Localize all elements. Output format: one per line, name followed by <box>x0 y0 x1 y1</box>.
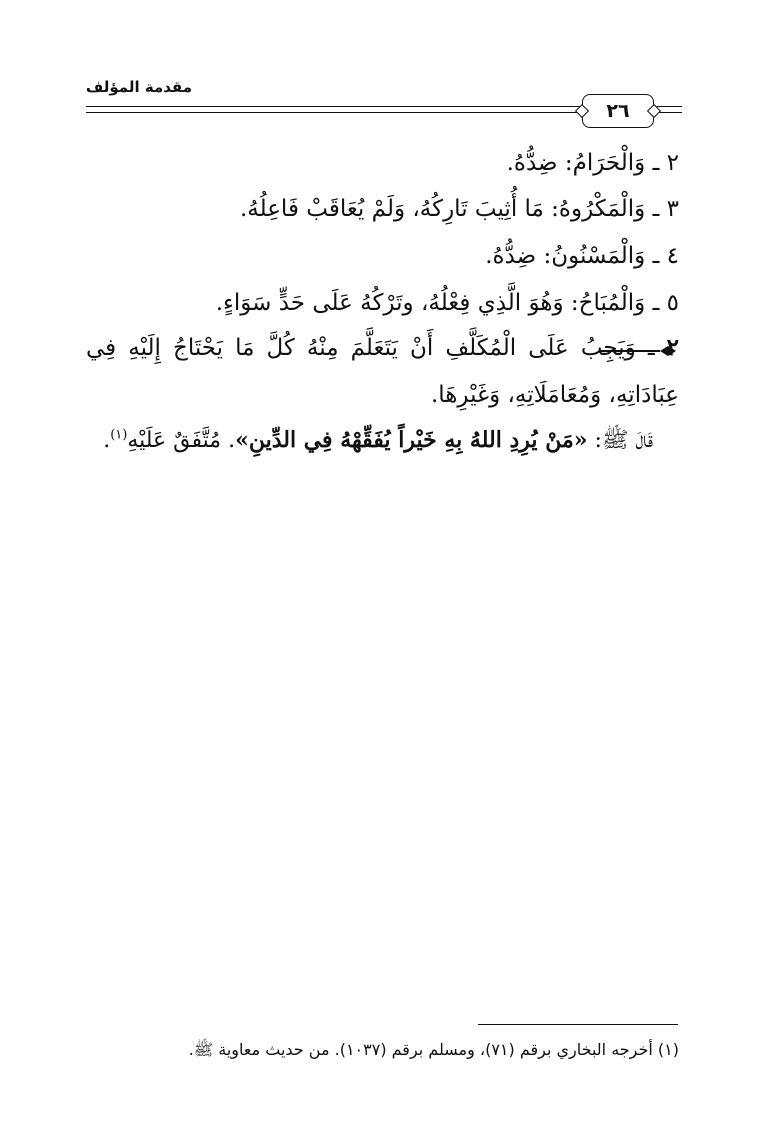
page-number-frame <box>582 94 654 128</box>
hadith-quote: «مَنْ يُرِدِ اللهُ بِهِ خَيْراً يُفَقِّهْهُ فِي الدِّينِ» <box>235 427 588 453</box>
hadith-end: . <box>103 428 111 453</box>
header-rule-bottom <box>86 112 580 113</box>
header-rule-top <box>86 106 580 107</box>
text-line-mubah: ٥ ـ وَالْمُبَاحُ: وَهُوَ الَّذِي فِعْلُهُ، وتَرْكُهُ عَلَى حَدٍّ سَوَاءٍ. <box>215 290 679 316</box>
text-line-makruh: ٣ ـ وَالْمَكْرُوهُ: مَا أُثِيبَ تَارِكُهُ، وَلَمْ يُعَاقَبْ فَاعِلُهُ. <box>239 196 679 222</box>
obligation-text: ـ وَيَجِبُ عَلَى الْمُكَلَّفِ أَنْ يَتَعَلَّمَ مِنْهُ كُلَّ مَا يَحْتَاجُ إِلَيْهِ فِي <box>86 335 667 361</box>
footnote-reference: (١) <box>110 427 128 443</box>
page-number: ٢٦ <box>606 100 630 122</box>
paragraph-number: ٢ <box>666 334 679 361</box>
text-line-obligation <box>86 335 679 361</box>
text-line-masnun: ٤ ـ وَالْمَسْنُونُ: ضِدُّهُ. <box>485 243 679 269</box>
text-line-worship: عِبَادَاتِهِ، وَمُعَامَلَاتِهِ، وَغَيْرِهَا. <box>430 382 679 408</box>
running-title: مقدمة المؤلف <box>85 78 192 96</box>
text-line-haram: ٢ ـ وَالْحَرَامُ: ضِدُّهُ. <box>506 150 679 176</box>
header-rule-right-top <box>654 106 682 107</box>
hadith-intro: قَالَ ﷺ: <box>587 428 653 453</box>
footnote-separator <box>478 1024 678 1025</box>
footnote: (١) أخرجه البخاري برقم (٧١)، ومسلم برقم (١٠٣٧). من حديث معاوية ﷺ. <box>188 1040 679 1059</box>
hadith-source: . مُتَّفَقٌ عَلَيْهِ <box>127 428 236 453</box>
text-line-hadith <box>103 428 653 453</box>
